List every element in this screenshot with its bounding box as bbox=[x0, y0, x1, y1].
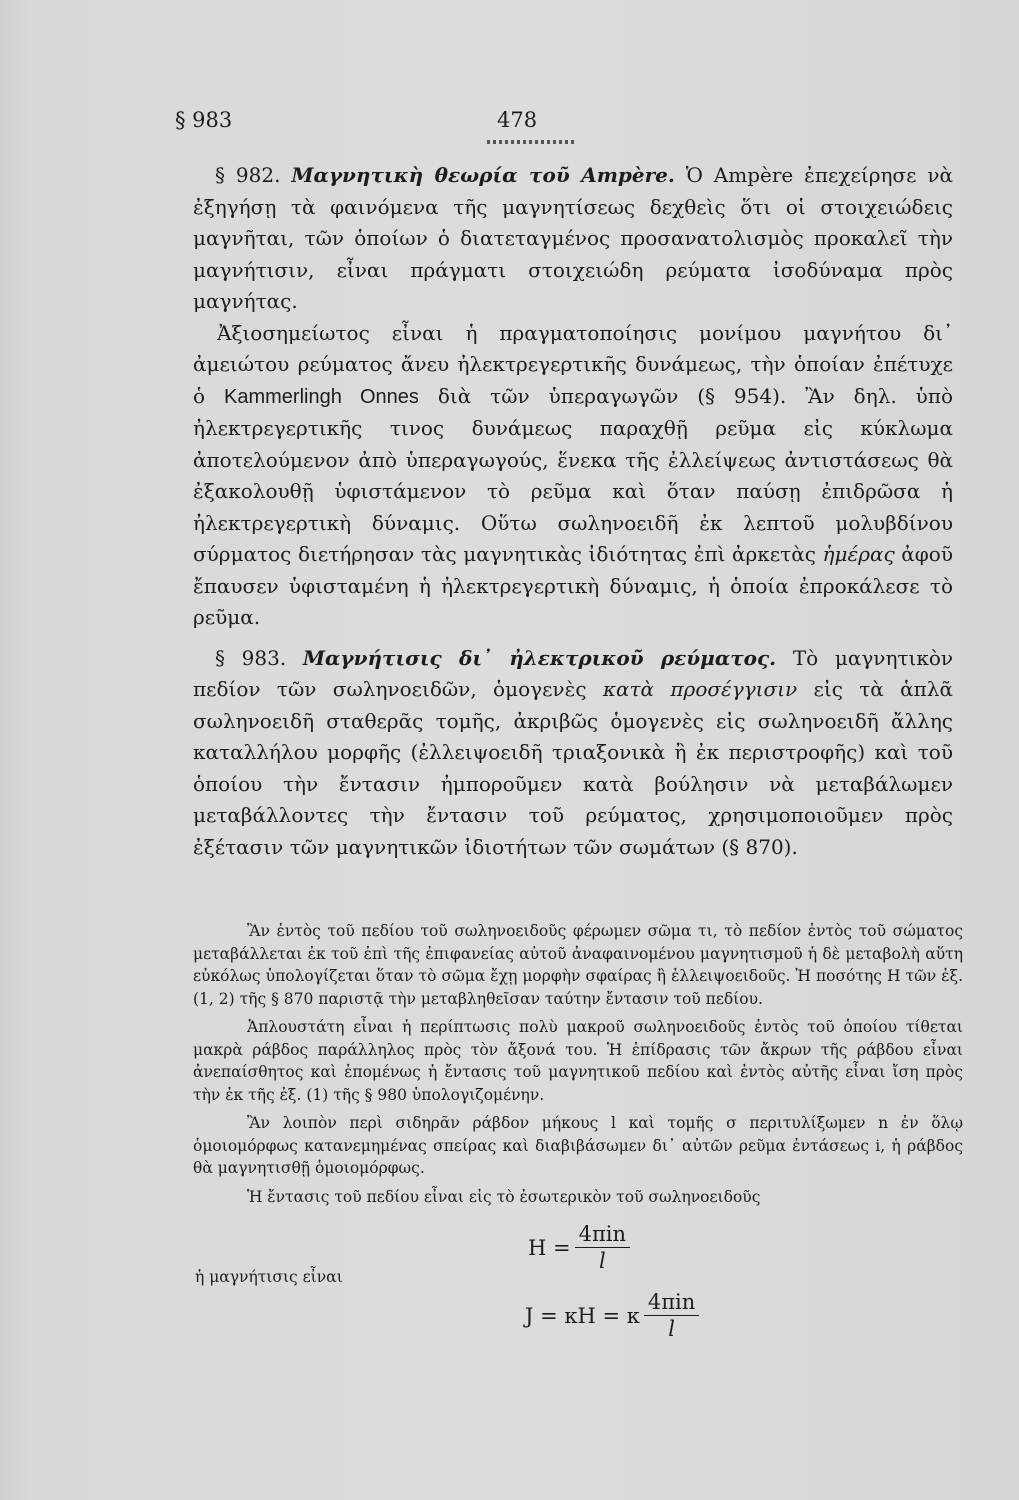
eq2-numerator: 4πin bbox=[644, 1290, 699, 1316]
equation-field-strength bbox=[528, 1222, 630, 1273]
magnetization-lead-text: ἡ μαγνήτισις εἶναι bbox=[195, 1268, 343, 1286]
eq2-denominator: l bbox=[668, 1317, 675, 1341]
section-983-title: Μαγνήτισις δι᾽ ἠλεκτρικοῦ ρεύματος. bbox=[302, 645, 777, 670]
running-section-ref: § 983 bbox=[175, 108, 233, 132]
section-983-text-b: εἰς τὰ ἁπλᾶ σωληνοειδῆ σταθερᾶς τομῆς, ἀκριβῶς ὁμογενὲς εἰς σωληνοειδῆ ἄλλης καταλλήλου μορφῆς (ἐλλειψοειδῆ τριαξονικὰ ἢ ἐκ περιστροφῆς) καὶ τοῦ ὁποίου τὴν ἔντασιν ἠμποροῦμεν κατὰ βούλησιν νὰ μεταβάλωμεν μεταβάλλοντες τὴν ἔντασιν τοῦ ρεύματος, χρησιμοποιοῦμεν πρὸς ἐξέτασιν τῶν μαγνητικῶν ἰδιοτήτων τῶν σωμάτων (§ 870). bbox=[193, 677, 953, 859]
note-1: Ἂν ἐντὸς τοῦ πεδίου τοῦ σωληνοειδοῦς φέρωμεν σῶμα τι, τὸ πεδίον ἐντὸς τοῦ σώματος μεταβάλλεται ἐκ τοῦ ἐπὶ τῆς ἐπιφανείας αὐτοῦ ἀναφαινομένου μαγνητισμοῦ ἡ δὲ μεταβολὴ αὕτη εὐκόλως ὑπολογίζεται ὅταν τὸ σῶμα ἔχῃ μορφὴν σφαίρας ἢ ἐλλειψοειδοῦς. Ἡ ποσότης H τῶν ἐξ. (1, 2) τῆς § 870 παριστᾷ τὴν μεταβληθεῖσαν ταύτην ἔντασιν τοῦ πεδίου. bbox=[193, 922, 963, 1008]
eq2-fraction bbox=[644, 1290, 699, 1341]
section-982-text: Ὁ Ampère ἐπεχείρησε νὰ ἐξηγήσῃ τὰ φαινόμενα τῆς μαγνητίσεως δεχθεὶς ὅτι οἱ στοιχειώδεις μαγνῆται, τῶν ὁποίων ὁ διατεταγμένος προσανατολισμὸς προκαλεῖ τὴν μαγνήτισιν, εἶναι πράγματι στοιχειώδη ρεύματα ἰσοδύναμα πρὸς μαγνήτας. bbox=[193, 163, 953, 313]
main-text bbox=[193, 160, 953, 863]
eq1-numerator: 4πin bbox=[575, 1222, 630, 1248]
page-header bbox=[175, 108, 955, 144]
section-982-title: Μαγνητικὴ θεωρία τοῦ Ampère. bbox=[291, 163, 675, 187]
page-number: 478 bbox=[497, 108, 538, 132]
eq1-fraction bbox=[575, 1222, 630, 1273]
eq2-lhs: J = κH = κ bbox=[525, 1303, 640, 1328]
italic-word: ἡμέρας bbox=[822, 542, 895, 566]
section-982-label: § 982. bbox=[215, 163, 281, 187]
person-name: Kammerlingh Onnes bbox=[224, 385, 419, 408]
paragraph-2-part-b: διὰ τῶν ὑπεραγωγῶν (§ 954). Ἂν δηλ. ὑπὸ ἠλεκτρεγερτικῆς τινος δυνάμεως παραχθῇ ρεῦμα εἰς κύκλωμα ἀποτελούμενον ἀπὸ ὑπεραγωγούς, ἕνεκα τῆς ἐλλείψεως ἀντιστάσεως θὰ ἐξακολουθῇ ὑφιστάμενον τὸ ρεῦμα καὶ ὅταν παύσῃ ἐπιδρῶσα ἡ ἠλεκτρεγερτικὴ δύναμις. Οὕτω σωληνοειδῆ ἐκ λεπτοῦ μολυβδίνου σύρματος διετήρησαν τὰς μαγνητικὰς ἰδιότητας ἐπὶ ἀρκετὰς bbox=[193, 383, 954, 566]
note-4: Ἡ ἔντασις τοῦ πεδίου εἶναι εἰς τὸ ἐσωτερικὸν τοῦ σωληνοειδοῦς bbox=[247, 1187, 761, 1206]
paragraph-2-part-a: Ἀξιοσημείωτος εἶναι ἡ πραγματοποίησις μονίμου μαγνήτου δι᾽ ἀμειώτου ρεύματος ἄνευ ἠλεκτρεγερτικῆς δυνάμεως, τὴν ὁποίαν ἐπέτυχε ὁ bbox=[193, 320, 953, 408]
section-983-label: § 983. bbox=[215, 645, 287, 670]
page-number-ornament bbox=[487, 140, 577, 144]
equation-magnetization bbox=[525, 1290, 699, 1341]
section-982-paragraph-2 bbox=[193, 318, 953, 634]
small-print-notes bbox=[193, 920, 963, 1210]
note-3: Ἂν λοιπὸν περὶ σιδηρᾶν ράβδον μήκους l καὶ τομῆς σ περιτυλίξωμεν n ἐν ὅλῳ ὁμοιομόρφως κατανεμημένας σπείρας καὶ διαβιβάσωμεν δι᾽ αὐτῶν ρεῦμα ἐντάσεως i, ἡ ράβδος θὰ μαγνητισθῇ ὁμοιομόρφως. bbox=[193, 1114, 963, 1177]
paragraph-2-part-c: ἀφοῦ ἔπαυσεν ὑφισταμένη ἡ ἠλεκτρεγερτικὴ δύναμις, ἡ ὁποία ἐπροκάλεσε τὸ ρεῦμα. bbox=[193, 542, 954, 629]
section-983-intro bbox=[193, 643, 953, 864]
note-2: Ἁπλουστάτη εἶναι ἡ περίπτωσις πολὺ μακροῦ σωληνοειδοῦς ἐντὸς τοῦ ὁποίου τίθεται μακρὰ ράβδος παράλληλος πρὸς τὸν ἄξονά του. Ἡ ἐπίδρασις τῶν ἄκρων τῆς ράβδου εἶναι ἀνεπαίσθητος καὶ ἑπομένως ἡ ἔντασις τοῦ μαγνητικοῦ πεδίου καὶ ἐντὸς αὐτῆς εἶναι ἴση πρὸς τὴν ἐκ τῆς ἐξ. (1) τῆς § 980 ὑπολογιζομένην. bbox=[193, 1018, 963, 1104]
section-982-intro bbox=[193, 160, 953, 318]
eq1-lhs: H = bbox=[528, 1235, 571, 1260]
section-983-italic: κατὰ προσέγγισιν bbox=[602, 677, 798, 701]
eq1-denominator: l bbox=[598, 1249, 606, 1273]
section-983-text-a: Τὸ μαγνητικὸν πεδίον τῶν σωληνοειδῶν, ὁμογενὲς bbox=[193, 645, 954, 701]
